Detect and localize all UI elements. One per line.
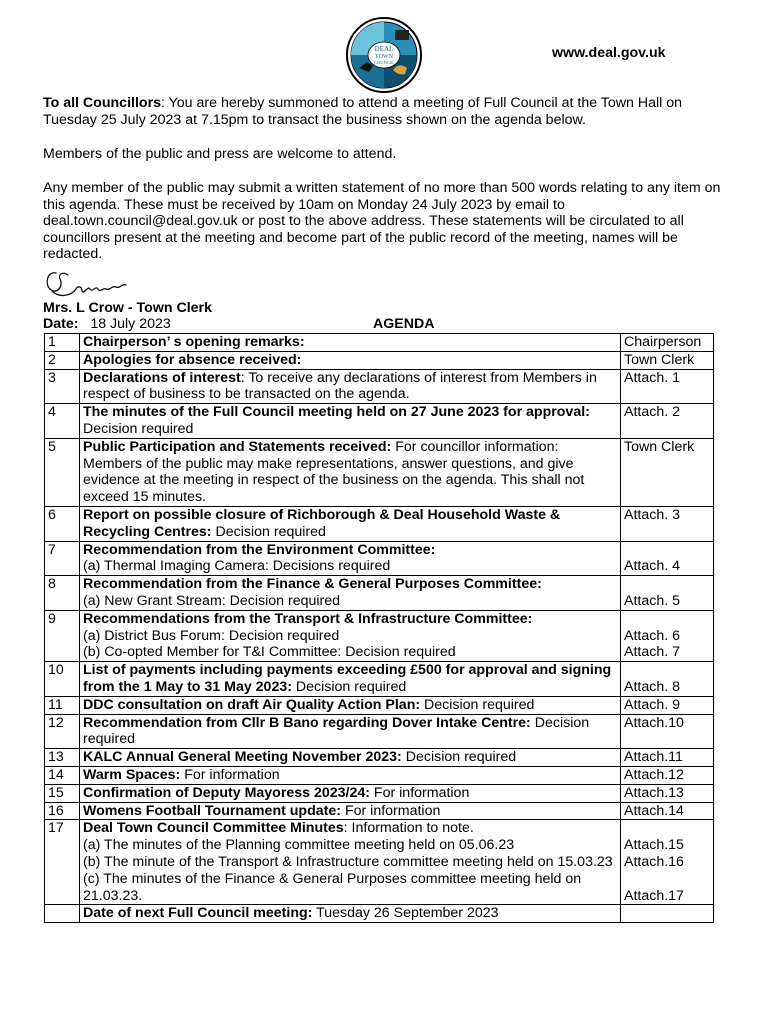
agenda-row (45, 438, 714, 506)
agenda-sub-item: (a) District Bus Forum: Decision required (83, 627, 340, 644)
agenda-item-number: 5 (45, 438, 80, 506)
agenda-item-description (80, 820, 621, 905)
agenda-item-heading: Apologies for absence received: (83, 351, 302, 368)
agenda-item-description (80, 802, 621, 820)
public-welcome-paragraph: Members of the public and press are welcome to attend. (43, 146, 397, 162)
attachment-reference: Attach. 5 (624, 592, 680, 609)
agenda-item-attachment (621, 610, 714, 661)
attachment-reference: Town Clerk (624, 351, 695, 368)
agenda-title: AGENDA (373, 316, 435, 332)
attachment-reference: Attach. 6 (624, 627, 680, 644)
agenda-row (45, 696, 714, 714)
agenda-item-number: 14 (45, 766, 80, 784)
agenda-row (45, 351, 714, 369)
agenda-item-number: 9 (45, 610, 80, 661)
attachment-reference: Attach. 9 (624, 696, 680, 713)
attachment-reference: Attach. 8 (624, 678, 680, 695)
agenda-item-detail: For councillor information: Members of the public may make representations, answer questions, and give evidence at the meeting in respect of the business on the agenda. This shall not exceed 15 minutes. (83, 438, 585, 506)
agenda-item-attachment (621, 404, 714, 439)
agenda-item-number: 12 (45, 714, 80, 749)
agenda-item-attachment (621, 802, 714, 820)
summons-text: : You are hereby summoned to attend a meeting of Full Council at the Town Hall on Tuesday 25 July 2023 at 7.15pm to transact the business shown on the agenda below. (43, 95, 683, 128)
agenda-sub-item: (b) Co-opted Member for T&I Committee: Decision required (83, 644, 456, 661)
summons-paragraph (43, 95, 723, 128)
agenda-item-heading: Recommendation from Cllr B Bano regarding Dover Intake Centre: (83, 714, 531, 731)
attachment-reference: Attach.11 (624, 749, 683, 766)
agenda-item-attachment (621, 766, 714, 784)
attachment-reference: Attach. 3 (624, 506, 680, 523)
agenda-item-heading: Warm Spaces: (83, 766, 181, 783)
website-url: www.deal.gov.uk (552, 45, 666, 61)
agenda-item-number: 11 (45, 696, 80, 714)
agenda-item-attachment (621, 351, 714, 369)
agenda-item-number: 15 (45, 784, 80, 802)
agenda-item-attachment (621, 714, 714, 749)
agenda-item-description (80, 784, 621, 802)
attachment-reference: Attach.13 (624, 784, 684, 801)
agenda-item-detail: Decision required (83, 714, 590, 748)
agenda-item-description (80, 662, 621, 697)
agenda-row (45, 714, 714, 749)
agenda-item-description (80, 610, 621, 661)
agenda-row (45, 784, 714, 802)
statement-info-paragraph: Any member of the public may submit a written statement of no more than 500 words relating to any item on this agenda. These must be received by 10am on Monday 24 July 2023 by email to deal.town.council@deal.gov.uk or post to the above address. These statements will be circulated to all councillors present at the meeting and become part of the public record of the meeting, names will be redacted. (43, 180, 721, 263)
agenda-row (45, 802, 714, 820)
agenda-item-heading: Deal Town Council Committee Minutes (83, 820, 344, 837)
date-value: 18 July 2023 (90, 316, 171, 332)
attachment-reference (624, 871, 710, 888)
agenda-item-heading: Public Participation and Statements received: (83, 438, 392, 455)
agenda-sub-item: (c) The minutes of the Finance & General Purposes committee meeting held on 21.03.23. (83, 870, 582, 904)
agenda-item-heading: Confirmation of Deputy Mayoress 2023/24: (83, 784, 370, 801)
attachment-reference: Attach. 2 (624, 404, 680, 421)
attachment-reference: Town Clerk (624, 438, 695, 455)
agenda-item-description (80, 351, 621, 369)
agenda-item-attachment (621, 334, 714, 352)
town-clerk-name: Mrs. L Crow - Town Clerk (43, 300, 212, 316)
agenda-item-detail: Decision required (291, 678, 407, 695)
attachment-reference: Attach. 4 (624, 558, 680, 575)
agenda-item-description (80, 334, 621, 352)
agenda-row (45, 506, 714, 541)
agenda-item-attachment (621, 820, 714, 905)
agenda-item-number: 2 (45, 351, 80, 369)
summons-label: To all Councillors (43, 95, 161, 111)
attachment-reference: Attach.15 (624, 837, 684, 854)
agenda-item-attachment (621, 905, 714, 923)
agenda-item-description (80, 905, 621, 923)
attachment-reference (624, 542, 710, 559)
attachment-reference: Chairperson (624, 334, 702, 350)
agenda-item-detail: Decision required (83, 420, 194, 437)
attachment-reference (624, 820, 710, 837)
agenda-row (45, 576, 714, 611)
agenda-item-heading: Recommendation from the Finance & General Purposes Committee: (83, 576, 542, 593)
agenda-item-attachment (621, 369, 714, 404)
agenda-item-heading: Declarations of interest (83, 369, 241, 386)
agenda-item-detail: : Information to note. (343, 820, 474, 837)
agenda-item-detail: For information (180, 766, 280, 783)
logo-text-line-2: TOWN (375, 54, 393, 60)
agenda-item-number: 3 (45, 369, 80, 404)
agenda-item-heading: Chairperson’ s opening remarks: (83, 334, 305, 350)
agenda-item-attachment (621, 662, 714, 697)
attachment-reference: Attach.16 (624, 853, 684, 870)
agenda-item-description (80, 404, 621, 439)
agenda-table (44, 333, 714, 923)
logo-text-line-3: COUNCIL (374, 60, 394, 65)
agenda-row (45, 334, 714, 352)
agenda-item-heading: Recommendations from the Transport & Infrastructure Committee: (83, 610, 533, 627)
agenda-item-description (80, 749, 621, 767)
attachment-reference (624, 611, 710, 628)
agenda-row (45, 404, 714, 439)
agenda-item-number: 4 (45, 404, 80, 439)
agenda-item-attachment (621, 576, 714, 611)
agenda-sub-item: (b) The minute of the Transport & Infrastructure committee meeting held on 15.03.23 (83, 853, 613, 870)
attachment-reference: Attach.12 (624, 766, 684, 783)
agenda-item-heading: List of payments including payments exceeding £500 for approval and signing from the 1 May to 31 May 2023: (83, 662, 612, 695)
agenda-item-number: 8 (45, 576, 80, 611)
agenda-item-description (80, 541, 621, 576)
agenda-sub-item: (a) Thermal Imaging Camera: Decisions required (83, 558, 391, 575)
agenda-item-detail: Decision required (211, 523, 326, 540)
agenda-item-description (80, 438, 621, 506)
agenda-item-detail: For information (341, 802, 441, 819)
agenda-item-detail: Tuesday 26 September 2023 (312, 905, 499, 922)
agenda-item-attachment (621, 541, 714, 576)
attachment-reference: Attach. 7 (624, 644, 680, 661)
agenda-sub-item: (a) The minutes of the Planning committee meeting held on 05.06.23 (83, 837, 515, 854)
agenda-row (45, 905, 714, 923)
agenda-item-number: 6 (45, 506, 80, 541)
agenda-item-description (80, 714, 621, 749)
agenda-item-description (80, 766, 621, 784)
agenda-item-number: 7 (45, 541, 80, 576)
agenda-item-detail: : To receive any declarations of interest from Members in respect of business to be transacted on the agenda. (83, 369, 597, 403)
agenda-item-detail: For information (369, 784, 470, 801)
agenda-item-heading: Report on possible closure of Richborough & Deal Household Waste & Recycling Centres: (83, 506, 561, 540)
agenda-item-number: 1 (45, 334, 80, 352)
handwritten-signature (42, 265, 142, 299)
agenda-item-detail: Decision required (401, 749, 517, 766)
agenda-item-detail: Decision required (420, 696, 535, 713)
agenda-item-number: 16 (45, 802, 80, 820)
date-label: Date: (43, 316, 79, 332)
attachment-reference (624, 576, 710, 593)
agenda-item-number: 13 (45, 749, 80, 767)
agenda-item-heading: The minutes of the Full Council meeting held on 27 June 2023 for approval: (83, 404, 590, 421)
agenda-item-attachment (621, 506, 714, 541)
deal-town-council-crest-logo (345, 16, 423, 94)
logo-text-line-1: DEAL (374, 45, 394, 53)
agenda-item-attachment (621, 438, 714, 506)
agenda-item-heading: DDC consultation on draft Air Quality Action Plan: (83, 696, 421, 713)
attachment-reference: Attach.17 (624, 887, 684, 904)
agenda-row (45, 766, 714, 784)
agenda-item-number (45, 905, 80, 923)
agenda-row (45, 749, 714, 767)
agenda-item-number: 17 (45, 820, 80, 905)
agenda-item-number: 10 (45, 662, 80, 697)
agenda-item-heading: Recommendation from the Environment Committee: (83, 541, 436, 558)
agenda-item-attachment (621, 749, 714, 767)
agenda-item-description (80, 576, 621, 611)
agenda-item-description (80, 506, 621, 541)
attachment-reference: Attach. 1 (624, 369, 680, 386)
agenda-row (45, 662, 714, 697)
agenda-row (45, 541, 714, 576)
agenda-sub-item: (a) New Grant Stream: Decision required (83, 592, 341, 609)
agenda-item-heading: Womens Football Tournament update: (83, 802, 341, 819)
attachment-reference (624, 662, 710, 679)
agenda-item-heading: Date of next Full Council meeting: (83, 905, 313, 922)
agenda-item-description (80, 696, 621, 714)
agenda-item-attachment (621, 784, 714, 802)
agenda-item-attachment (621, 696, 714, 714)
attachment-reference: Attach.14 (624, 802, 684, 819)
attachment-reference: Attach.10 (624, 714, 684, 731)
agenda-row (45, 820, 714, 905)
agenda-row (45, 369, 714, 404)
agenda-item-description (80, 369, 621, 404)
agenda-item-heading: KALC Annual General Meeting November 2023: (83, 749, 402, 766)
agenda-row (45, 610, 714, 661)
